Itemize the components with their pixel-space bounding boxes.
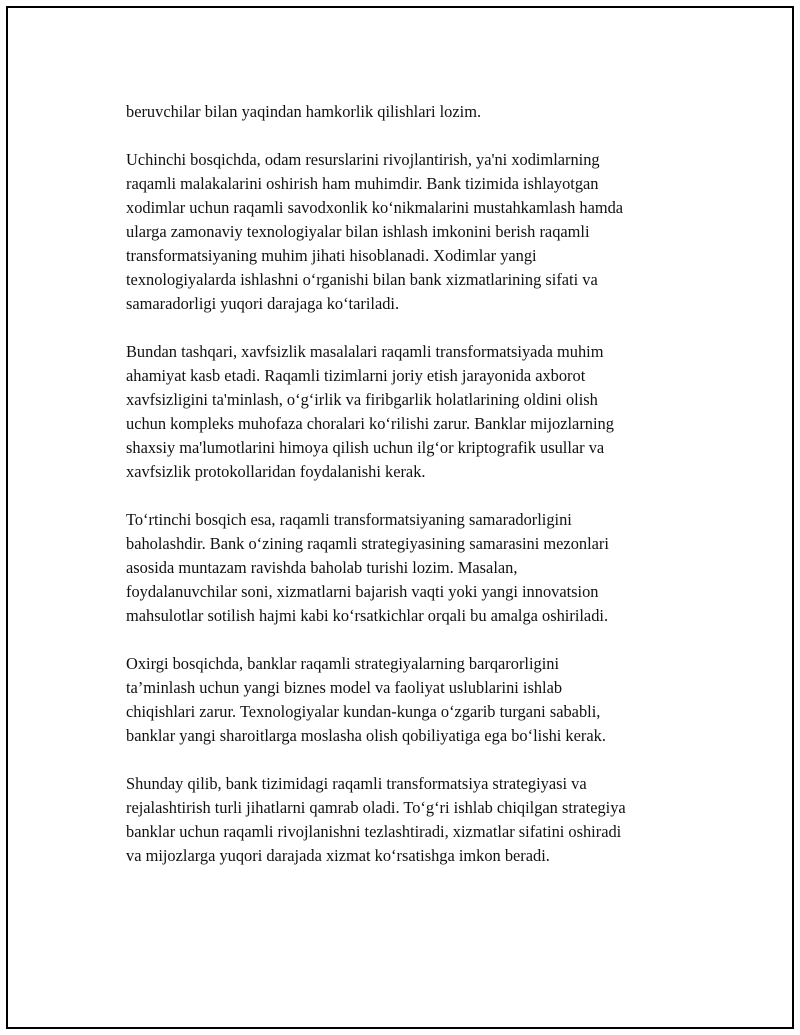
paragraph-line: Bundan tashqari, xavfsizlik masalalari raqamli transformatsiyada muhim <box>126 342 604 361</box>
paragraph-line: foydalanuvchilar soni, xizmatlarni bajarish vaqti yoki yangi innovatsion <box>126 582 599 601</box>
paragraph-line: Uchinchi bosqichda, odam resurslarini rivojlantirish, ya'ni xodimlarning <box>126 150 600 169</box>
page-frame <box>6 6 794 1029</box>
paragraph-line: va mijozlarga yuqori darajada xizmat ko‘rsatishga imkon beradi. <box>126 846 550 865</box>
paragraph-line: banklar uchun raqamli rivojlanishni tezlashtiradi, xizmatlar sifatini oshiradi <box>126 822 622 841</box>
paragraph-line: chiqishlari zarur. Texnologiyalar kundan-kunga o‘zgarib turgani sababli, <box>126 702 601 721</box>
paragraph-line: ularga zamonaviy texnologiyalar bilan ishlash imkonini berish raqamli <box>126 222 590 241</box>
paragraph <box>126 100 696 124</box>
paragraph <box>126 772 696 868</box>
paragraph-line: baholashdir. Bank o‘zining raqamli strategiyasining samarasini mezonlari <box>126 534 609 553</box>
paragraph <box>126 148 696 316</box>
paragraph-line: shaxsiy ma'lumotlarini himoya qilish uchun ilg‘or kriptografik usullar va <box>126 438 605 457</box>
paragraph <box>126 340 696 484</box>
paragraph-line: uchun kompleks muhofaza choralari ko‘rilishi zarur. Banklar mijozlarning <box>126 414 614 433</box>
paragraph <box>126 652 696 748</box>
paragraph-line: Shunday qilib, bank tizimidagi raqamli transformatsiya strategiyasi va <box>126 774 587 793</box>
paragraph-line: xodimlar uchun raqamli savodxonlik ko‘nikmalarini mustahkamlash hamda <box>126 198 624 217</box>
paragraph-line: xavfsizligini ta'minlash, o‘g‘irlik va firibgarlik holatlarining oldini olish <box>126 390 598 409</box>
paragraph-line: asosida muntazam ravishda baholab turishi lozim. Masalan, <box>126 558 518 577</box>
document-body <box>126 100 696 892</box>
paragraph-line: Oxirgi bosqichda, banklar raqamli strategiyalarning barqarorligini <box>126 654 560 673</box>
paragraph-line: samaradorligi yuqori darajaga ko‘tariladi. <box>126 294 400 313</box>
paragraph-line: mahsulotlar sotilish hajmi kabi ko‘rsatkichlar orqali bu amalga oshiriladi. <box>126 606 609 625</box>
paragraph-line: ahamiyat kasb etadi. Raqamli tizimlarni joriy etish jarayonida axborot <box>126 366 586 385</box>
paragraph <box>126 508 696 628</box>
paragraph-line: texnologiyalarda ishlashni o‘rganishi bilan bank xizmatlarining sifati va <box>126 270 598 289</box>
paragraph-line: ta’minlash uchun yangi biznes model va faoliyat uslublarini ishlab <box>126 678 563 697</box>
paragraph-line: xavfsizlik protokollaridan foydalanishi kerak. <box>126 462 426 481</box>
paragraph-line: To‘rtinchi bosqich esa, raqamli transformatsiyaning samaradorligini <box>126 510 572 529</box>
paragraph-line: rejalashtirish turli jihatlarni qamrab oladi. To‘g‘ri ishlab chiqilgan strategiya <box>126 798 626 817</box>
paragraph-line: transformatsiyaning muhim jihati hisoblanadi. Xodimlar yangi <box>126 246 537 265</box>
paragraph-line: beruvchilar bilan yaqindan hamkorlik qilishlari lozim. <box>126 102 482 121</box>
paragraph-line: banklar yangi sharoitlarga moslasha olish qobiliyatiga ega bo‘lishi kerak. <box>126 726 606 745</box>
paragraph-line: raqamli malakalarini oshirish ham muhimdir. Bank tizimida ishlayotgan <box>126 174 599 193</box>
